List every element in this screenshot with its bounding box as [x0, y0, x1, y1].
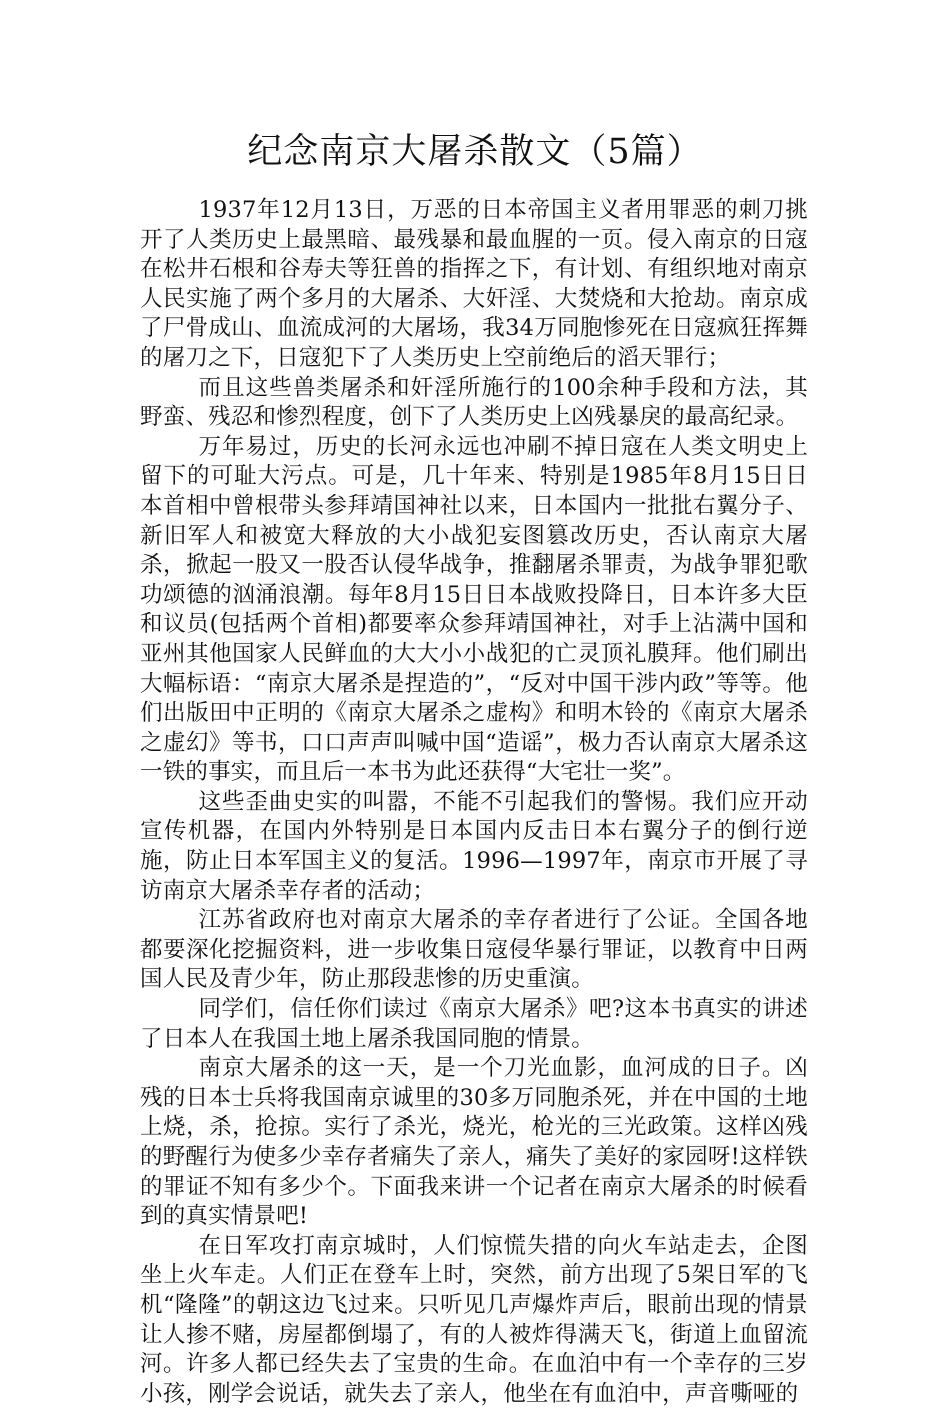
document-body — [140, 196, 808, 1409]
paragraph: 而且这些兽类屠杀和奸淫所施行的100余种手段和方法，其野蛮、残忍和惨烈程度，创下了人类历史上凶残暴戾的最高纪录。 — [140, 374, 808, 431]
paragraph: 在日军攻打南京城时，人们惊慌失措的向火车站走去，企图坐上火车走。人们正在登车上时，突然，前方出现了5架日军的飞机“隆隆”的朝这边飞过来。只听见几声爆炸声后，眼前出现的情景让人掺不赌，房屋都倒塌了，有的人被炸得满天飞，街道上血留流河。许多人都已经失去了宝贵的生命。在血泊中有一个幸存的三岁小孩，刚学会说话，就失去了亲人，他坐在有血泊中，声音嘶哑的 — [140, 1232, 808, 1407]
paragraph: 江苏省政府也对南京大屠杀的幸存者进行了公证。全国各地都要深化挖掘资料，进一步收集日寇侵华暴行罪证，以教育中日两国人民及青少年，防止那段悲惨的历史重演。 — [140, 907, 808, 993]
document-title: 纪念南京大屠杀散文（5篇） — [247, 132, 703, 172]
paragraph: 同学们，信任你们读过《南京大屠杀》吧?这本书真实的讲述了日本人在我国土地上屠杀我国同胞的情景。 — [140, 996, 808, 1052]
paragraph: 南京大屠杀的这一天，是一个刀光血影，血河成的日子。凶残的日本士兵将我国南京诚里的30多万同胞杀死，并在中国的土地上烧，杀，抢掠。实行了杀光，烧光，枪光的三光政策。这样凶残的野醒行为使多少幸存者痛失了亲人，痛失了美好的家园呀!这样铁的罪证不知有多少个。下面我来讲一个记者在南京大屠杀的时候看到的真实情景吧! — [140, 1055, 808, 1230]
paragraph: 这些歪曲史实的叫嚣，不能不引起我们的警惕。我们应开动宣传机器，在国内外特别是日本国内反击日本右翼分子的倒行逆施，防止日本军国主义的复活。1996—1997年，南京市开展了寻访南京大屠杀幸存者的活动； — [140, 788, 808, 904]
paragraph: 1937年12月13日，万恶的日本帝国主义者用罪恶的刺刀挑开了人类历史上最黑暗、最残暴和最血腥的一页。侵入南京的日寇在松井石根和谷寿夫等狂兽的指挥之下，有计划、有组织地对南京人民实施了两个多月的大屠杀、大奸淫、大焚烧和大抢劫。南京成了尸骨成山、血流成河的大屠场，我34万同胞惨死在日寇疯狂挥舞的屠刀之下，日寇犯下了人类历史上空前绝后的滔天罪行； — [140, 197, 808, 371]
paragraph: 万年易过，历史的长河永远也冲刷不掉日寇在人类文明史上留下的可耻大污点。可是，几十年来、特别是1985年8月15日日本首相中曾根带头参拜靖国神社以来，日本国内一批批右翼分子、新旧军人和被宽大释放的大小战犯妄图篡改历史，否认南京大屠杀，掀起一股又一股否认侵华战争，推翻屠杀罪责，为战争罪犯歌功颂德的汹涌浪潮。每年8月15日日本战败投降日，日本许多大臣和议员(包括两个首相)都要率众参拜靖国神社，对手上沾满中国和亚州其他国家人民鲜血的大大小小战犯的亡灵顶礼膜拜。他们刷出大幅标语：“南京大屠杀是捏造的”，“反对中国干涉内政”等等。他们出版田中正明的《南京大屠杀之虚构》和明木铃的《南京大屠杀之虚幻》等书，口口声声叫喊中国“造谣”，极力否认南京大屠杀这一铁的事实，而且后一本书为此还获得“大宅壮一奖”。 — [140, 433, 808, 786]
